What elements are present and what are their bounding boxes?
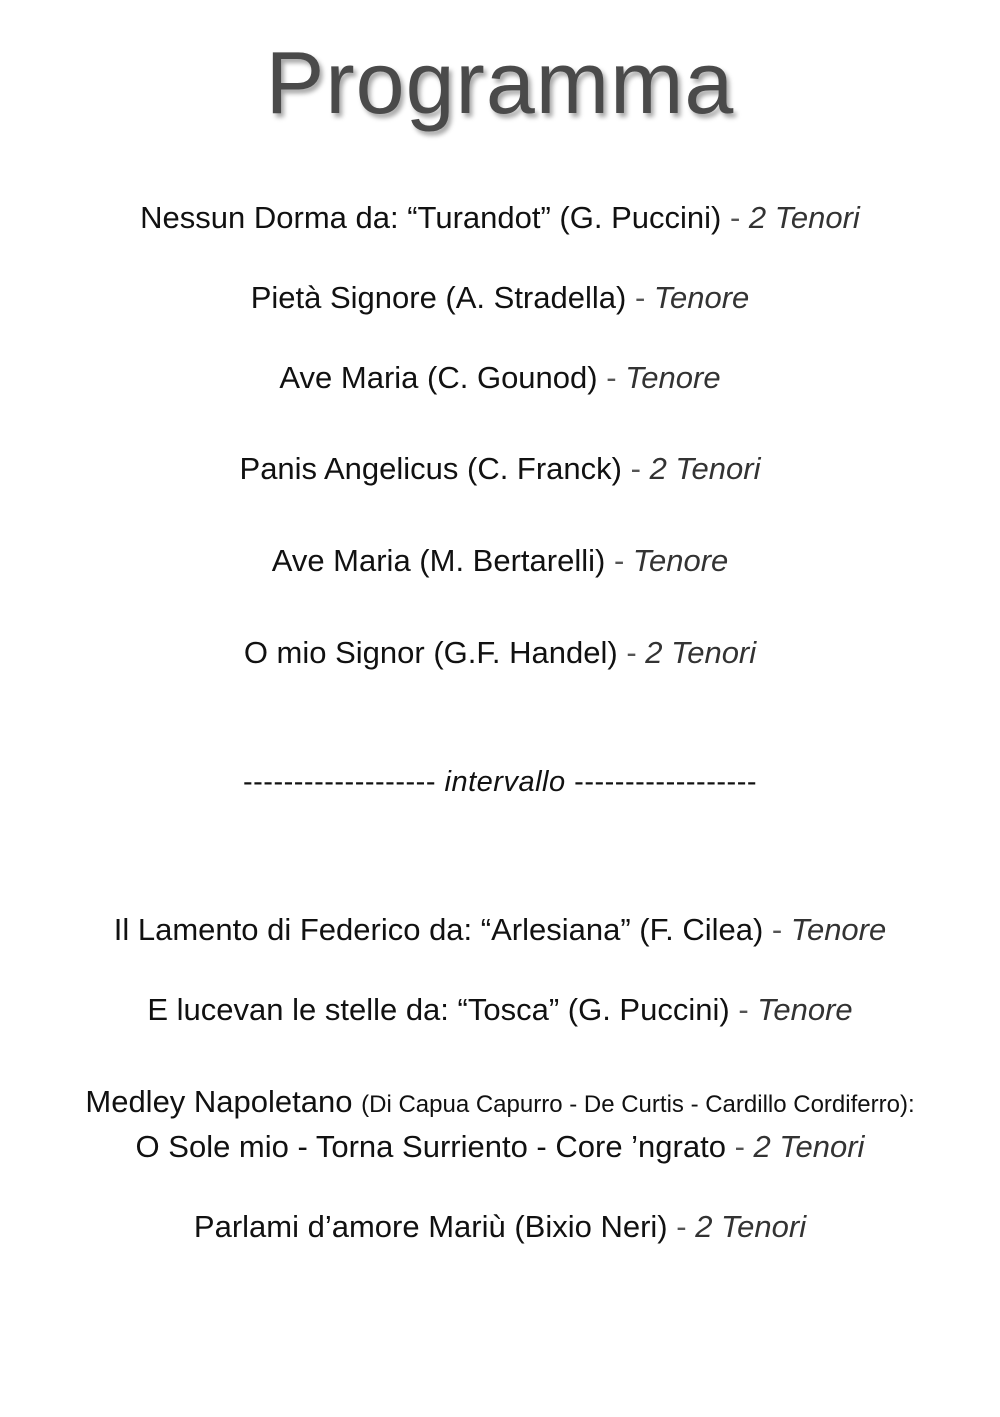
separator: -	[734, 1129, 745, 1164]
piece-title: O mio Signor (G.F. Handel)	[243, 635, 618, 670]
piece-title: E lucevan le stelle da: “Tosca” (G. Puccini)	[147, 992, 730, 1027]
interval-label: intervallo	[444, 766, 566, 798]
piece-title: Il Lamento di Federico da: “Arlesiana” (F. Cilea)	[113, 912, 764, 947]
voice-label: 2 Tenori	[649, 451, 761, 486]
interval-divider	[0, 762, 1000, 802]
piece-title: Ave Maria (M. Bertarelli)	[271, 543, 606, 578]
voice-label: Tenore	[757, 992, 853, 1027]
voice-label: 2 Tenori	[645, 635, 757, 670]
dash-line-right: ------------------	[574, 766, 758, 798]
separator: -	[613, 543, 625, 578]
program-item	[0, 910, 1000, 950]
separator: -	[738, 992, 749, 1027]
separator: -	[729, 200, 741, 235]
voice-label: 2 Tenori	[748, 200, 860, 235]
voice-label: 2 Tenori	[753, 1129, 865, 1164]
medley-title: Medley Napoletano	[85, 1084, 353, 1119]
separator: -	[676, 1209, 687, 1244]
program-item	[0, 449, 1000, 489]
medley-heading	[0, 1082, 1000, 1125]
program-item	[0, 198, 1000, 238]
medley-songs-line	[0, 1127, 1000, 1167]
voice-label: Tenore	[632, 543, 729, 578]
piece-title: Nessun Dorma da: “Turandot” (G. Puccini)	[140, 200, 722, 235]
piece-title: Panis Angelicus (C. Franck)	[239, 451, 622, 486]
piece-title: Ave Maria (C. Gounod)	[279, 360, 598, 395]
medley-authors: (Di Capua Capurro - De Curtis - Cardillo Cordiferro):	[361, 1091, 915, 1118]
program-item	[0, 541, 1000, 581]
program-item	[0, 990, 1000, 1030]
page-title: Programma	[265, 33, 735, 132]
program-item	[0, 358, 1000, 398]
medley-songs: O Sole mio - Torna Surriento - Core ’ngrato	[135, 1129, 726, 1164]
separator: -	[626, 635, 637, 670]
separator: -	[630, 451, 641, 486]
voice-label: Tenore	[625, 360, 721, 395]
separator: -	[606, 360, 617, 395]
piece-title: Parlami d’amore Mariù (Bixio Neri)	[193, 1209, 668, 1244]
program-item	[0, 633, 1000, 673]
voice-label: Tenore	[653, 280, 750, 315]
program-item	[0, 278, 1000, 318]
voice-label: Tenore	[790, 912, 887, 947]
piece-title: Pietà Signore (A. Stradella)	[250, 280, 627, 315]
program-item	[0, 1207, 1000, 1247]
separator: -	[771, 912, 783, 947]
separator: -	[634, 280, 646, 315]
voice-label: 2 Tenori	[695, 1209, 807, 1244]
dash-line-left: -------------------	[242, 766, 436, 798]
